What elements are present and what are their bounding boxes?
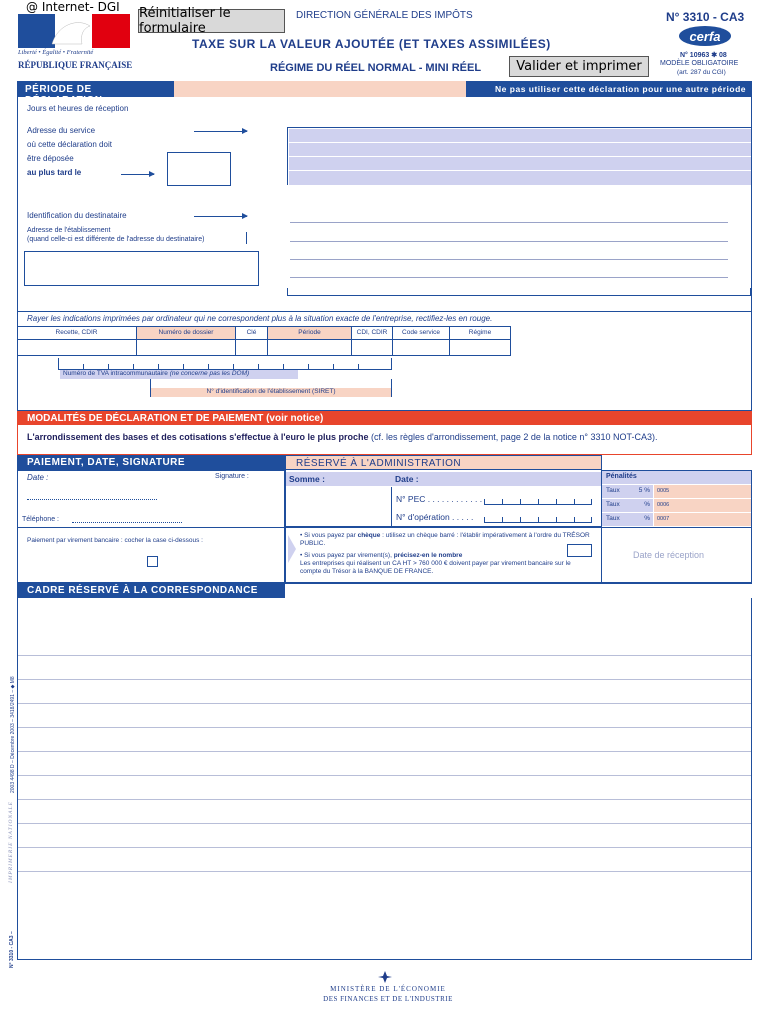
- code-header-periode: Période: [268, 327, 352, 340]
- code-value-regime[interactable]: [450, 340, 511, 356]
- correspondance-line[interactable]: [18, 823, 751, 824]
- penalites-separator: [602, 527, 752, 528]
- correspondance-heading-bar: [17, 583, 285, 598]
- jours-reception-label: Jours et heures de réception: [27, 104, 129, 113]
- correspondance-line[interactable]: [18, 847, 751, 848]
- adresse-etab-connector: [31, 232, 247, 244]
- taux-label: Taux: [606, 501, 620, 508]
- service-address-line[interactable]: [289, 143, 751, 156]
- adresse-service-line3: être déposée: [27, 154, 74, 163]
- imprimerie-nationale: IMPRIMERIE NATIONALE: [8, 801, 14, 883]
- operation-tick: [556, 517, 557, 523]
- taux-code-cell[interactable]: [654, 485, 751, 498]
- arrow-date: [121, 174, 154, 175]
- arrondi-bold: L'arrondissement des bases et des cotisations s'effectue à l'euro le plus proche: [27, 432, 369, 442]
- article-ref: (art. 287 du CGI): [677, 69, 726, 76]
- periode-field[interactable]: [174, 81, 466, 97]
- ministere-line1: MINISTÈRE DE L'ÉCONOMIE: [330, 985, 446, 993]
- paiement-signature-label: Signature :: [215, 473, 249, 480]
- taux-pct: 5 %: [638, 487, 650, 494]
- side-print-code: 2003 4498 D – Décembre 2003 – 3418/2491 – ◆ M8: [10, 676, 16, 793]
- reset-form-button[interactable]: Réinitialiser le formulaire: [138, 9, 285, 33]
- pec-tick: [556, 499, 557, 505]
- virement-checkbox[interactable]: [147, 556, 158, 567]
- correspondance-line[interactable]: [18, 775, 751, 776]
- correspondance-line[interactable]: [18, 655, 751, 656]
- destinataire-line[interactable]: [290, 277, 728, 278]
- paiement-separator: [17, 527, 285, 528]
- penalites-header: [602, 471, 751, 484]
- virements-bold: précisez-en le nombre: [393, 552, 463, 559]
- code-value-cle[interactable]: [236, 340, 268, 356]
- code-header-cdi: CDI, CDIR: [352, 327, 393, 340]
- taux-label-cell: [602, 499, 653, 512]
- adresse-service-line2: où cette déclaration doit: [27, 140, 112, 149]
- somme-label-box: [286, 472, 392, 486]
- taux-label: Taux: [606, 515, 620, 522]
- operation-label: N° d'opération . . . . .: [396, 512, 474, 522]
- taux-code: 0006: [657, 502, 670, 508]
- admin-heading-bar: [285, 455, 602, 470]
- tva-tick: [358, 364, 359, 370]
- virements-info: • Si vous payez par virement(s), précisez-en le nombre Les entreprises qui réalisent un CA HT > 760 000 € doivent payer par virement bancaire sur le compte du Trésor à la BANQUE DE FRANCE.: [300, 552, 571, 575]
- nombre-virements-box[interactable]: [567, 544, 592, 557]
- ministere-emblem: [378, 970, 392, 982]
- cerfa-number: N° 10963 ✱ 08: [680, 52, 727, 59]
- pec-tick: [538, 499, 539, 505]
- codes-table: [17, 326, 511, 355]
- form-title: TAXE SUR LA VALEUR AJOUTÉE (ET TAXES ASSIMILÉES): [192, 37, 551, 51]
- correspondance-line[interactable]: [18, 703, 751, 704]
- modalites-heading-bar: [17, 411, 752, 425]
- payment-info-pointer: [288, 535, 296, 563]
- taux-label-cell: [602, 513, 653, 526]
- cerfa-text: cerfa: [689, 28, 721, 44]
- cheque-text-1: Si vous payez par: [304, 532, 358, 539]
- operation-tick: [520, 517, 521, 523]
- operation-tick: [502, 517, 503, 523]
- somme-label: Somme :: [289, 474, 325, 484]
- cheque-text-2: : utilisez un chèque barré : l'établir impérativement à l'ordre du TRÉSOR PUBLIC.: [300, 532, 590, 547]
- periode-notice: Ne pas utiliser cette déclaration pour une autre période: [495, 84, 746, 94]
- rayer-instructions: Rayer les indications imprimées par ordinateur qui ne correspondent plus à la situation exacte de l'entreprise, rectifiez-les en rouge.: [27, 314, 493, 323]
- paiement-heading: PAIEMENT, DATE, SIGNATURE: [27, 457, 186, 468]
- correspondance-heading: CADRE RÉSERVÉ À LA CORRESPONDANCE: [27, 585, 258, 596]
- taux-code: 0005: [657, 488, 670, 494]
- adresse-service-line1: Adresse du service: [27, 126, 96, 135]
- taux-pct: %: [644, 501, 650, 508]
- adresse-etablissement-label: Adresse de l'établissement: [27, 227, 111, 234]
- form-number: N° 3310 - CA3: [666, 10, 745, 24]
- validate-print-button[interactable]: Valider et imprimer: [509, 56, 649, 77]
- republique-francaise: RÉPUBLIQUE FRANÇAISE: [18, 60, 133, 70]
- tva-intracom-note: (ne concerne pas les DOM): [169, 370, 250, 377]
- correspondance-line[interactable]: [18, 871, 751, 872]
- correspondance-top-border: [285, 583, 752, 584]
- service-address-box: [287, 127, 751, 185]
- modalites-heading: MODALITÉS DE DÉCLARATION ET DE PAIEMENT (voir notice): [27, 413, 324, 424]
- paiement-date-field[interactable]: [27, 499, 157, 500]
- side-form-ref: N° 3310 - CA3 –: [9, 931, 15, 968]
- tva-tick: [333, 364, 334, 370]
- penalites-label: Pénalités: [606, 473, 637, 480]
- taux-code: 0007: [657, 516, 670, 522]
- destinataire-line[interactable]: [290, 241, 728, 242]
- telephone-label: Téléphone :: [22, 516, 59, 523]
- arrow-adresse: [194, 131, 247, 132]
- taux-label: Taux: [606, 487, 620, 494]
- correspondance-line[interactable]: [18, 799, 751, 800]
- code-value-recette[interactable]: [17, 340, 137, 356]
- admin-heading: RÉSERVÉ À L'ADMINISTRATION: [296, 458, 462, 469]
- service-address-line[interactable]: [289, 171, 751, 185]
- taux-row: [602, 499, 751, 512]
- periode-heading: PÉRIODE DE DÉCLARATION: [25, 84, 103, 106]
- pec-tick: [502, 499, 503, 505]
- pec-tick: [520, 499, 521, 505]
- paiement-heading-bar: [17, 455, 285, 470]
- correspondance-line[interactable]: [18, 727, 751, 728]
- cheque-info: • Si vous payez par chèque : utilisez un chèque barré : l'établir impérativement à l'ordre du TRÉSOR PUBLIC.: [300, 532, 590, 547]
- service-address-line[interactable]: [289, 157, 751, 170]
- code-header-dossier: Numéro de dossier: [137, 327, 236, 340]
- code-value-dossier[interactable]: [137, 340, 236, 356]
- telephone-field[interactable]: [72, 522, 182, 523]
- periode-notice-bar: [466, 81, 752, 97]
- destinataire-bracket: [287, 288, 751, 296]
- rayer-separator: [17, 311, 752, 312]
- taux-row: [602, 485, 751, 498]
- taux-row: [602, 513, 751, 526]
- arrondi-text: [27, 432, 658, 442]
- siret-label-box: [151, 388, 391, 397]
- ministere-line2: DES FINANCES ET DE L'INDUSTRIE: [323, 995, 453, 1003]
- identification-label: Identification du destinataire: [27, 211, 127, 220]
- correspondance-line[interactable]: [18, 751, 751, 752]
- taux-code-cell[interactable]: [654, 513, 751, 526]
- pec-label: N° PEC . . . . . . . . . . . .: [396, 494, 483, 504]
- code-header-cle: Clé: [236, 327, 268, 340]
- code-header-service: Code service: [393, 327, 450, 340]
- virements-text-2: Les entreprises qui réalisent un CA HT > 760 000 € doivent payer par virement bancaire sur le compte du Trésor à la BANQUE DE FRANCE.: [300, 560, 571, 575]
- paiement-date-label: Date :: [27, 473, 49, 482]
- au-plus-tard-label: au plus tard le: [27, 168, 82, 177]
- internet-label: @ Internet- DGI: [26, 0, 120, 14]
- arrondi-rest: (cf. les règles d'arrondissement, page 2 de la notice n° 3310 NOT-CA3).: [368, 432, 658, 442]
- code-header-regime: Régime: [450, 327, 511, 340]
- correspondance-line[interactable]: [18, 679, 751, 680]
- pec-tick: [574, 499, 575, 505]
- virements-text-1: Si vous payez par virement(s),: [304, 552, 394, 559]
- adresse-etablissement-box[interactable]: [24, 251, 259, 286]
- direction-label: DIRECTION GÉNÉRALE DES IMPÔTS: [296, 10, 473, 21]
- date-limite-box[interactable]: [167, 152, 231, 186]
- cerfa-logo: [679, 26, 731, 46]
- code-value-cdi[interactable]: [352, 340, 393, 356]
- tva-intracom-label: Numéro de TVA intracommunautaire: [63, 370, 168, 377]
- taux-code-cell[interactable]: [654, 499, 751, 512]
- code-value-periode[interactable]: [268, 340, 352, 356]
- adresse-etablissement-note: (quand celle-ci est différente de l'adresse du destinataire): [27, 236, 205, 243]
- motto: Liberté • Égalité • Fraternité: [18, 49, 94, 56]
- destinataire-line[interactable]: [290, 222, 728, 223]
- operation-tick: [574, 517, 575, 523]
- tva-intracom-label-box: [60, 370, 298, 379]
- service-address-line[interactable]: [289, 129, 751, 142]
- arrow-identification: [194, 216, 247, 217]
- taux-label-cell: [602, 485, 653, 498]
- admin-date-label-box: [392, 472, 601, 486]
- operation-tick: [538, 517, 539, 523]
- modele-obligatoire: MODÈLE OBLIGATOIRE: [660, 60, 739, 67]
- somme-field[interactable]: [286, 487, 392, 526]
- code-value-service[interactable]: [393, 340, 450, 356]
- admin-date-label: Date :: [395, 474, 419, 484]
- virement-label: Paiement par virement bancaire : cocher la case ci-dessous :: [27, 537, 203, 544]
- marianne-logo: [18, 14, 130, 48]
- siret-label: N° d'identification de l'établissement (SIRET): [206, 388, 336, 395]
- form-subtitle: RÉGIME DU RÉEL NORMAL - MINI RÉEL: [270, 62, 482, 74]
- date-reception-label: Date de réception: [633, 550, 705, 560]
- correspondance-frame[interactable]: [17, 598, 752, 960]
- destinataire-line[interactable]: [290, 259, 728, 260]
- taux-pct: %: [644, 515, 650, 522]
- cheque-bold: chèque: [357, 532, 381, 539]
- code-header-recette: Recette, CDIR: [17, 327, 137, 340]
- periode-heading-bar: [17, 81, 174, 106]
- tva-tick: [308, 364, 309, 370]
